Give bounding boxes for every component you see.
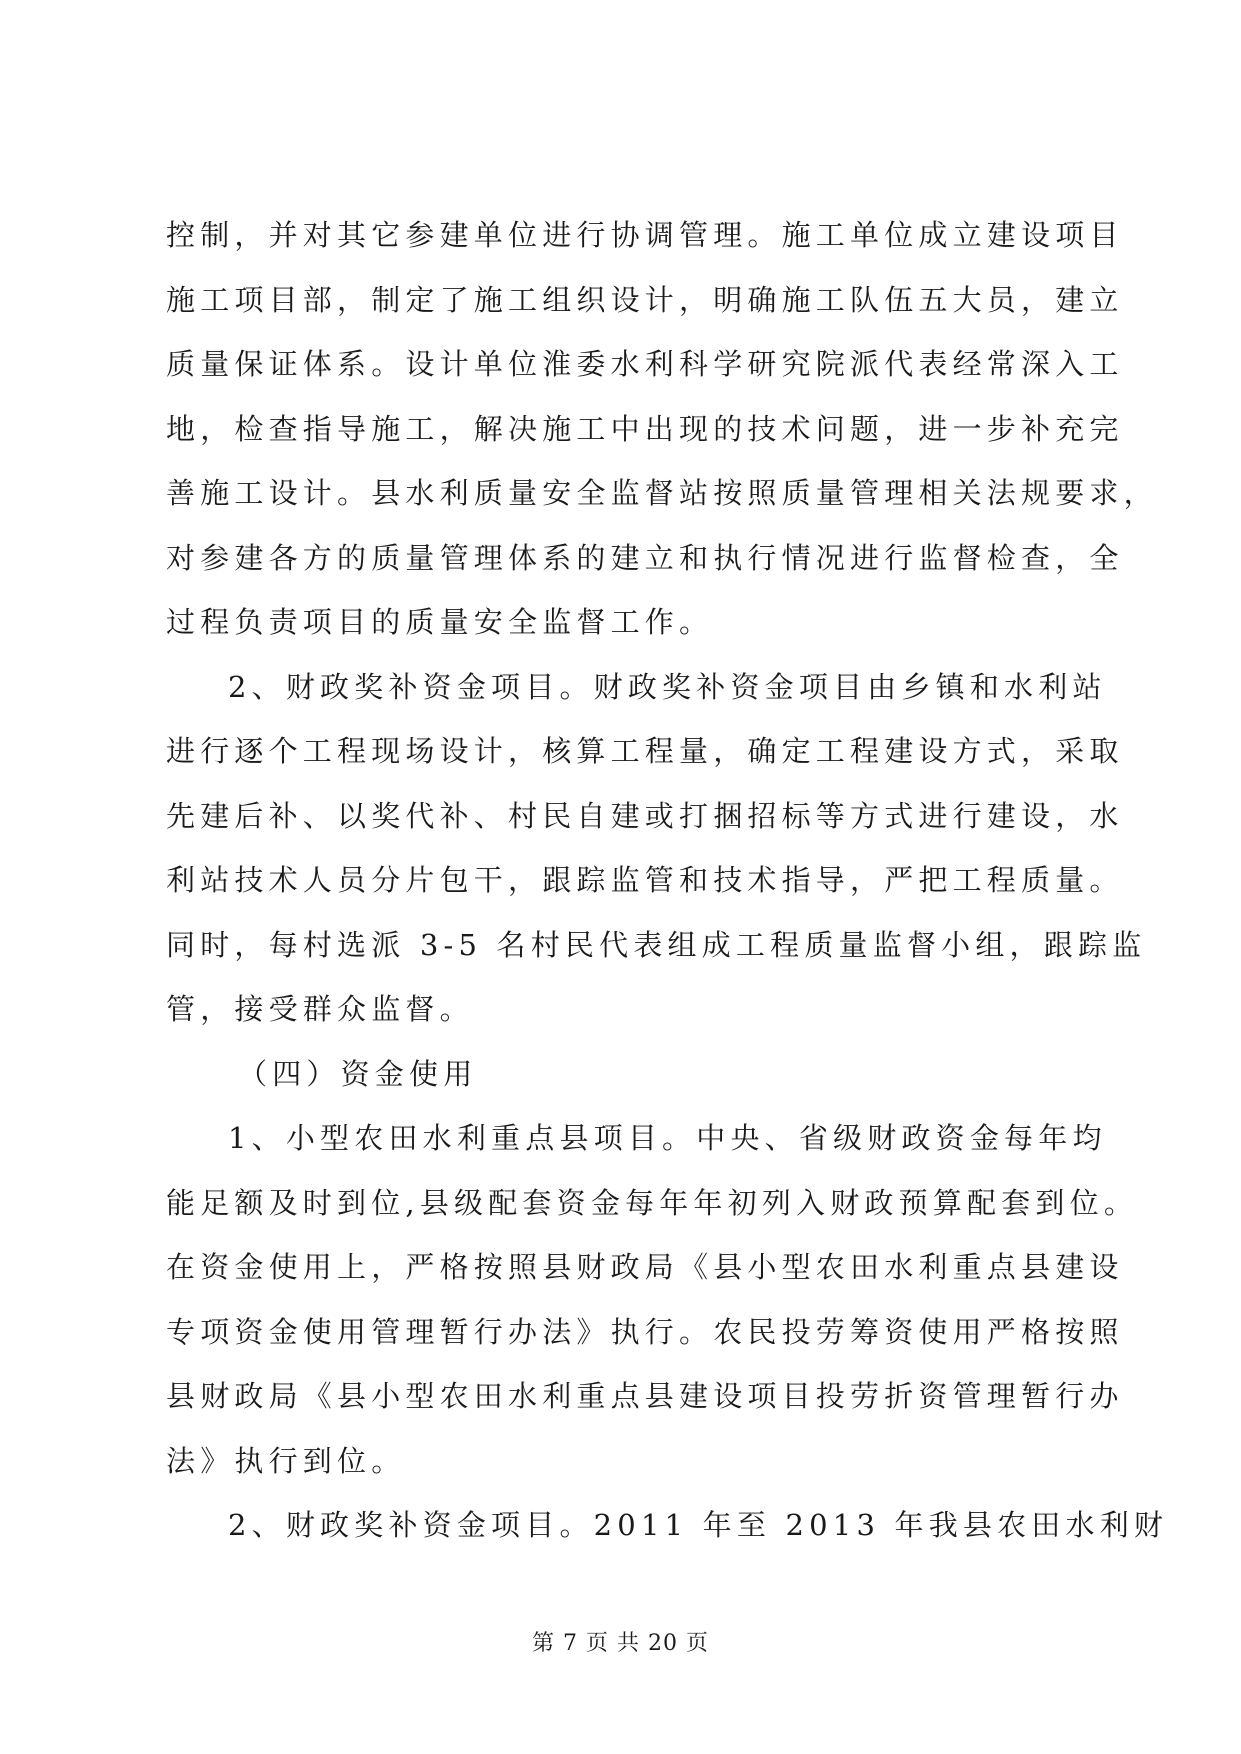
text-line: 能足额及时到位,县级配套资金每年年初列入财政预算配套到位。 bbox=[166, 1185, 1139, 1220]
text-line: 先建后补、以奖代补、村民自建或打捆招标等方式进行建设，水 bbox=[166, 798, 1124, 833]
text-line: 管，接受群众监督。 bbox=[166, 992, 474, 1026]
paragraph-start-line: 2、财政奖补资金项目。2011 年至 2013 年我县农田水利财 bbox=[228, 1508, 1169, 1542]
body-text bbox=[166, 203, 1169, 1558]
paragraph-start-line: 2、财政奖补资金项目。财政奖补资金项目由乡镇和水利站 bbox=[228, 669, 1107, 704]
paragraph-start-line: 1、小型农田水利重点县项目。中央、省级财政资金每年均 bbox=[228, 1121, 1107, 1155]
text-line: 在资金使用上，严格按照县财政局《县小型农田水利重点县建设 bbox=[166, 1250, 1124, 1284]
text-line: 县财政局《县小型农田水利重点县建设项目投劳折资管理暂行办 bbox=[166, 1379, 1124, 1413]
text-line: 地，检查指导施工，解决施工中出现的技术问题，进一步补充完 bbox=[166, 411, 1124, 446]
page-footer: 第 7 页 共 20 页 bbox=[532, 1631, 709, 1656]
text-line: 控制，并对其它参建单位进行协调管理。施工单位成立建设项目 bbox=[166, 218, 1124, 252]
text-line: 利站技术人员分片包干，跟踪监管和技术指导，严把工程质量。 bbox=[166, 863, 1124, 897]
text-line: 对参建各方的质量管理体系的建立和执行情况进行监督检查，全 bbox=[166, 540, 1124, 575]
text-line: 法》执行到位。 bbox=[166, 1443, 406, 1478]
text-line: 同时，每村选派 3-5 名村民代表组成工程质量监督小组，跟踪监 bbox=[166, 927, 1147, 962]
text-line: 专项资金使用管理暂行办法》执行。农民投劳筹资使用严格按照 bbox=[166, 1314, 1124, 1349]
text-line: 施工项目部，制定了施工组织设计，明确施工队伍五大员，建立 bbox=[166, 282, 1124, 317]
text-line: 过程负责项目的质量安全监督工作。 bbox=[166, 605, 714, 639]
text-line: 进行逐个工程现场设计，核算工程量，确定工程建设方式，采取 bbox=[166, 734, 1124, 768]
section-heading: （四）资金使用 bbox=[238, 1056, 478, 1091]
text-line: 质量保证体系。设计单位淮委水利科学研究院派代表经常深入工 bbox=[166, 347, 1124, 381]
text-line: 善施工设计。县水利质量安全监督站按照质量管理相关法规要求， bbox=[166, 476, 1158, 510]
